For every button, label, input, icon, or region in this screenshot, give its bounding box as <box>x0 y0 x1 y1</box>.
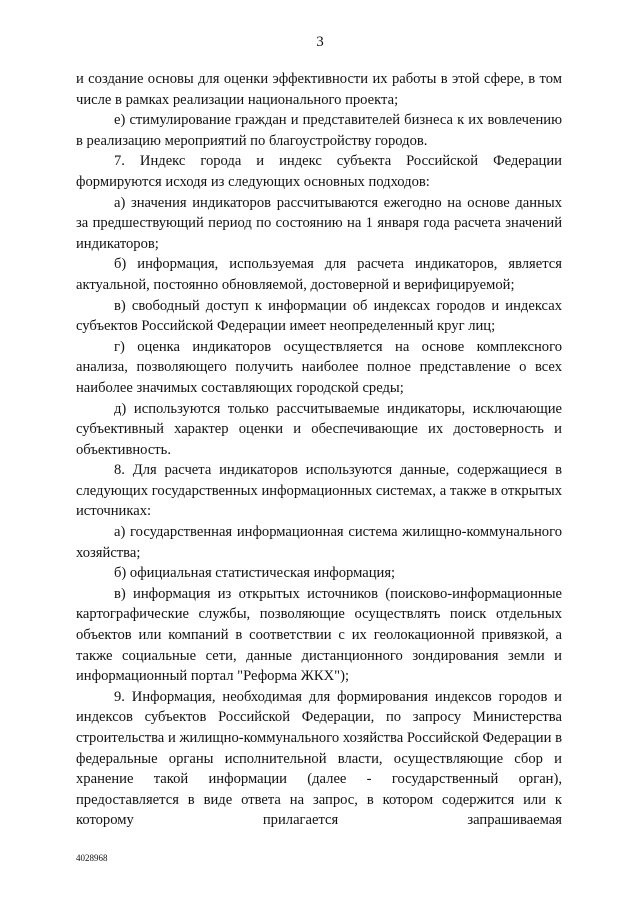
paragraph-7g: г) оценка индикаторов осуществляется на основе комплексного анализа, позволяющего получить наиболее полное представление о всех наиболее значимых составляющих городской среды; <box>76 338 562 396</box>
paragraph-7d: д) используются только рассчитываемые индикаторы, исключающие субъективный характер оценки и обеспечивающие их достоверность и объективность. <box>76 400 562 458</box>
paragraph-item-e: е) стимулирование граждан и представителей бизнеса к их вовлечению в реализацию мероприятий по благоустройству городов. <box>76 112 562 149</box>
paragraph-8v: в) информация из открытых источников (поисково-информационные картографические службы, позволяющие осуществлять поиск отдельных объектов или компаний в соответствии с их геолокационной привязкой, а также социальные сети, данные дистанционного зондирования земли и информационный портал "Реформа ЖКХ"); <box>76 585 562 685</box>
paragraph-continuation: и создание основы для оценки эффективности их работы в этой сфере, в том числе в рамках реализации национального проекта; <box>76 71 562 108</box>
paragraph-8: 8. Для расчета индикаторов используются данные, содержащиеся в следующих государственных информационных системах, а также в открытых источниках: <box>76 462 562 520</box>
paragraph-7a: а) значения индикаторов рассчитываются ежегодно на основе данных за предшествующий период по состоянию на 1 января года расчета значений индикаторов; <box>76 194 562 252</box>
paragraph-8b: б) официальная статистическая информация; <box>114 565 396 582</box>
paragraph-7b: б) информация, используемая для расчета индикаторов, является актуальной, постоянно обновляемой, достоверной и верифицируемой; <box>76 256 562 293</box>
document-code: 4028968 <box>76 853 108 863</box>
paragraph-7: 7. Индекс города и индекс субъекта Российской Федерации формируются исходя из следующих основных подходов: <box>76 153 562 190</box>
paragraph-9: 9. Информация, необходимая для формирования индексов городов и индексов субъектов Российской Федерации, по запросу Министерства строительства и жилищно-коммунального хозяйства Российской Федерации в федеральные органы исполнительной власти, осуществляющие сбор и хранение такой информации (далее - государственный орган), предоставляется в виде ответа на запрос, в котором содержится или к которому прилагается запрашиваемая <box>76 688 562 829</box>
paragraph-8a: а) государственная информационная система жилищно-коммунального хозяйства; <box>76 524 562 561</box>
paragraph-7v: в) свободный доступ к информации об индексах городов и индексах субъектов Российской Федерации имеет неопределенный круг лиц; <box>76 297 562 335</box>
page-number: 3 <box>316 34 324 50</box>
document-body <box>76 69 562 831</box>
